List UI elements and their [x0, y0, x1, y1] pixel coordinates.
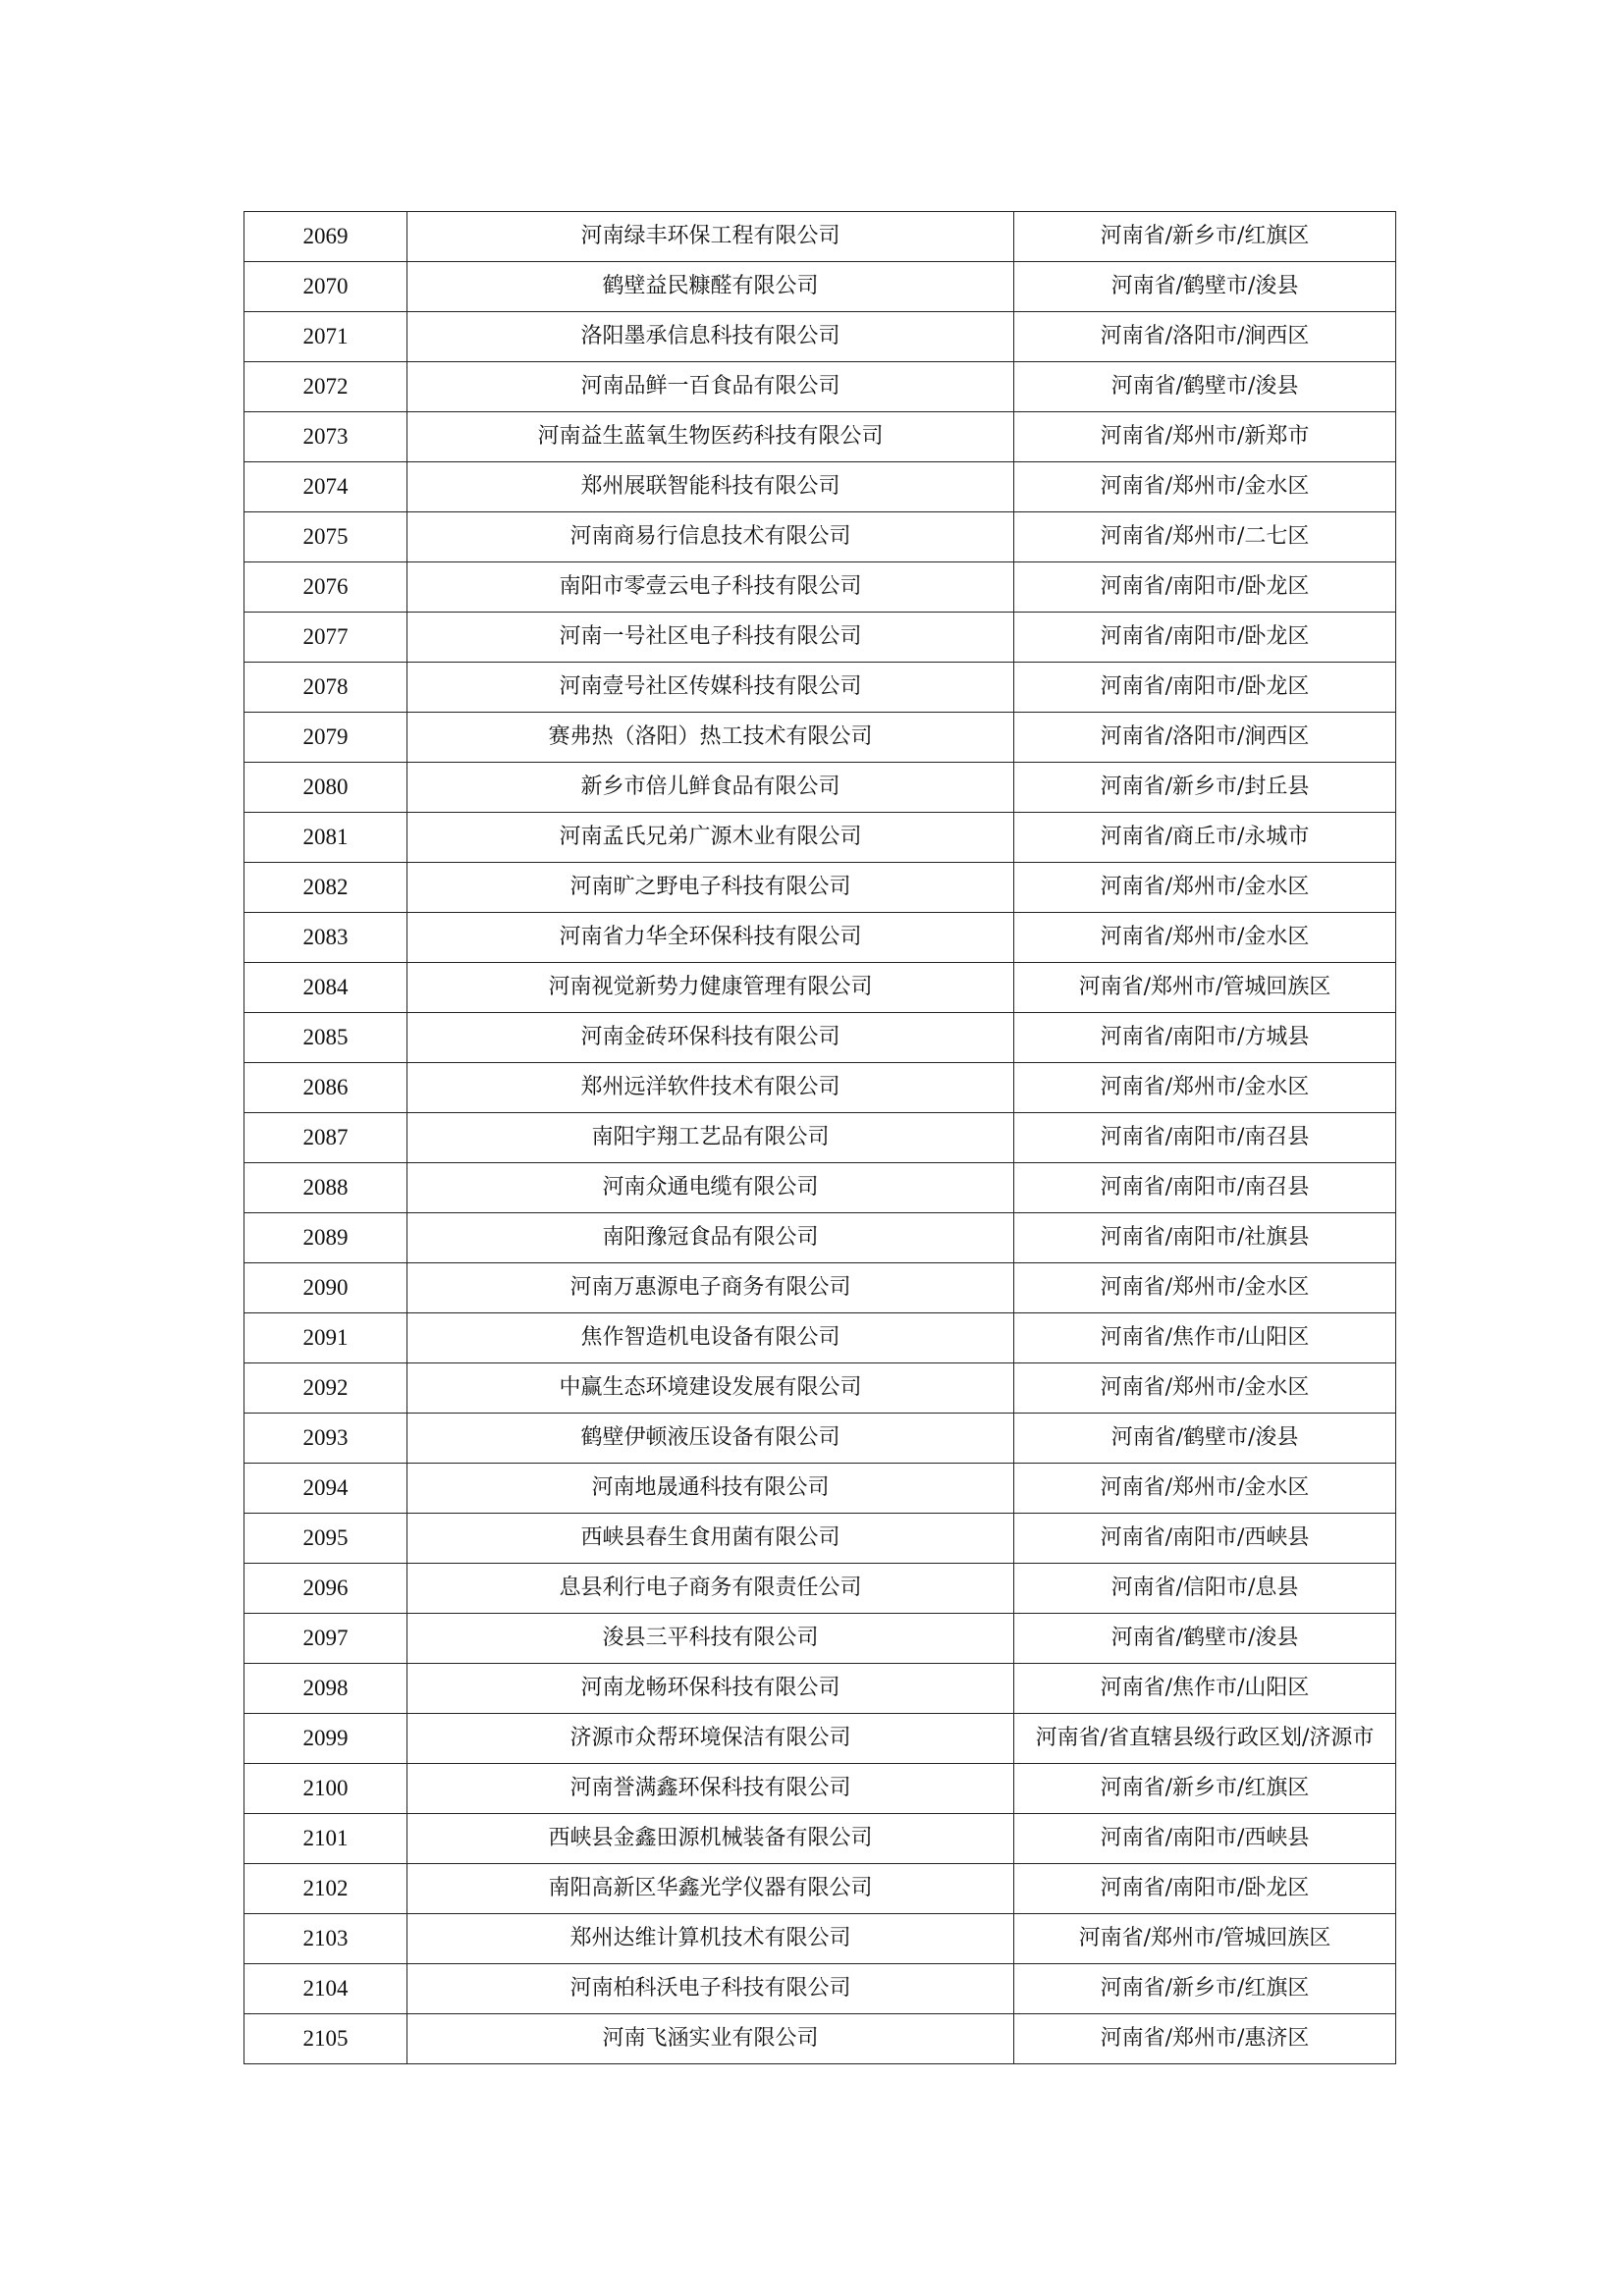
table-row [244, 763, 1396, 813]
company-location: 河南省/郑州市/金水区 [1014, 1363, 1396, 1414]
row-number: 2098 [244, 1664, 407, 1714]
company-name: 河南孟氏兄弟广源木业有限公司 [407, 813, 1014, 863]
company-location: 河南省/南阳市/卧龙区 [1014, 663, 1396, 713]
company-location: 河南省/郑州市/二七区 [1014, 512, 1396, 562]
table-row [244, 1313, 1396, 1363]
row-number: 2077 [244, 613, 407, 663]
table-row [244, 913, 1396, 963]
table-row [244, 212, 1396, 262]
company-name: 郑州展联智能科技有限公司 [407, 462, 1014, 512]
company-name: 河南视觉新势力健康管理有限公司 [407, 963, 1014, 1013]
company-name: 南阳市零壹云电子科技有限公司 [407, 562, 1014, 613]
table-row [244, 613, 1396, 663]
company-location: 河南省/郑州市/新郑市 [1014, 412, 1396, 462]
company-name: 息县利行电子商务有限责任公司 [407, 1564, 1014, 1614]
company-name: 河南誉满鑫环保科技有限公司 [407, 1764, 1014, 1814]
table-row [244, 713, 1396, 763]
row-number: 2076 [244, 562, 407, 613]
company-name: 河南商易行信息技术有限公司 [407, 512, 1014, 562]
row-number: 2072 [244, 362, 407, 412]
company-location: 河南省/郑州市/金水区 [1014, 1063, 1396, 1113]
company-registry-table [244, 211, 1396, 2064]
table-body [244, 212, 1396, 2064]
company-name: 西峡县金鑫田源机械装备有限公司 [407, 1814, 1014, 1864]
company-name: 赛弗热（洛阳）热工技术有限公司 [407, 713, 1014, 763]
table-row [244, 1013, 1396, 1063]
company-location: 河南省/新乡市/红旗区 [1014, 1764, 1396, 1814]
company-name: 河南一号社区电子科技有限公司 [407, 613, 1014, 663]
table-row [244, 1213, 1396, 1263]
company-name: 河南万惠源电子商务有限公司 [407, 1263, 1014, 1313]
company-location: 河南省/鹤壁市/浚县 [1014, 262, 1396, 312]
row-number: 2094 [244, 1464, 407, 1514]
row-number: 2089 [244, 1213, 407, 1263]
company-location: 河南省/郑州市/金水区 [1014, 1464, 1396, 1514]
row-number: 2103 [244, 1914, 407, 1964]
table-row [244, 1464, 1396, 1514]
company-name: 鹤壁伊顿液压设备有限公司 [407, 1414, 1014, 1464]
table-row [244, 813, 1396, 863]
company-name: 河南益生蓝氧生物医药科技有限公司 [407, 412, 1014, 462]
table-row [244, 1864, 1396, 1914]
table-row [244, 1914, 1396, 1964]
company-location: 河南省/南阳市/社旗县 [1014, 1213, 1396, 1263]
company-name: 河南柏科沃电子科技有限公司 [407, 1964, 1014, 2014]
company-location: 河南省/鹤壁市/浚县 [1014, 362, 1396, 412]
row-number: 2084 [244, 963, 407, 1013]
row-number: 2091 [244, 1313, 407, 1363]
company-location: 河南省/南阳市/南召县 [1014, 1163, 1396, 1213]
company-name: 河南旷之野电子科技有限公司 [407, 863, 1014, 913]
company-name: 浚县三平科技有限公司 [407, 1614, 1014, 1664]
company-name: 河南壹号社区传媒科技有限公司 [407, 663, 1014, 713]
company-name: 南阳豫冠食品有限公司 [407, 1213, 1014, 1263]
table-row [244, 312, 1396, 362]
table-row [244, 1363, 1396, 1414]
table-row [244, 1664, 1396, 1714]
company-location: 河南省/洛阳市/涧西区 [1014, 713, 1396, 763]
company-location: 河南省/信阳市/息县 [1014, 1564, 1396, 1614]
table-row [244, 1514, 1396, 1564]
row-number: 2102 [244, 1864, 407, 1914]
table-row [244, 1714, 1396, 1764]
row-number: 2086 [244, 1063, 407, 1113]
company-name: 鹤壁益民糠醛有限公司 [407, 262, 1014, 312]
row-number: 2082 [244, 863, 407, 913]
company-location: 河南省/南阳市/卧龙区 [1014, 562, 1396, 613]
table-row [244, 362, 1396, 412]
row-number: 2096 [244, 1564, 407, 1614]
company-name: 南阳高新区华鑫光学仪器有限公司 [407, 1864, 1014, 1914]
company-location: 河南省/焦作市/山阳区 [1014, 1313, 1396, 1363]
company-name: 河南飞涵实业有限公司 [407, 2014, 1014, 2064]
company-location: 河南省/南阳市/西峡县 [1014, 1814, 1396, 1864]
table-row [244, 462, 1396, 512]
row-number: 2069 [244, 212, 407, 262]
company-name: 河南地晟通科技有限公司 [407, 1464, 1014, 1514]
company-location: 河南省/郑州市/管城回族区 [1014, 963, 1396, 1013]
company-location: 河南省/新乡市/红旗区 [1014, 1964, 1396, 2014]
table-row [244, 512, 1396, 562]
company-name: 河南众通电缆有限公司 [407, 1163, 1014, 1213]
row-number: 2071 [244, 312, 407, 362]
row-number: 2080 [244, 763, 407, 813]
table-row [244, 1814, 1396, 1864]
row-number: 2087 [244, 1113, 407, 1163]
table-row [244, 2014, 1396, 2064]
table-row [244, 963, 1396, 1013]
row-number: 2099 [244, 1714, 407, 1764]
row-number: 2070 [244, 262, 407, 312]
company-name: 焦作智造机电设备有限公司 [407, 1313, 1014, 1363]
company-name: 中赢生态环境建设发展有限公司 [407, 1363, 1014, 1414]
company-location: 河南省/郑州市/金水区 [1014, 1263, 1396, 1313]
row-number: 2079 [244, 713, 407, 763]
company-name: 河南龙畅环保科技有限公司 [407, 1664, 1014, 1714]
row-number: 2090 [244, 1263, 407, 1313]
company-location: 河南省/郑州市/金水区 [1014, 462, 1396, 512]
row-number: 2093 [244, 1414, 407, 1464]
company-location: 河南省/郑州市/金水区 [1014, 863, 1396, 913]
company-location: 河南省/新乡市/红旗区 [1014, 212, 1396, 262]
table-row [244, 863, 1396, 913]
company-location: 河南省/鹤壁市/浚县 [1014, 1414, 1396, 1464]
table-row [244, 1964, 1396, 2014]
row-number: 2085 [244, 1013, 407, 1063]
company-location: 河南省/南阳市/西峡县 [1014, 1514, 1396, 1564]
row-number: 2073 [244, 412, 407, 462]
row-number: 2074 [244, 462, 407, 512]
company-location: 河南省/郑州市/惠济区 [1014, 2014, 1396, 2064]
table-row [244, 1063, 1396, 1113]
row-number: 2092 [244, 1363, 407, 1414]
table-row [244, 412, 1396, 462]
table-row [244, 1163, 1396, 1213]
company-location: 河南省/洛阳市/涧西区 [1014, 312, 1396, 362]
table-row [244, 1414, 1396, 1464]
company-name: 郑州远洋软件技术有限公司 [407, 1063, 1014, 1113]
row-number: 2101 [244, 1814, 407, 1864]
table-row [244, 1564, 1396, 1614]
table-row [244, 1263, 1396, 1313]
row-number: 2088 [244, 1163, 407, 1213]
row-number: 2078 [244, 663, 407, 713]
company-location: 河南省/南阳市/南召县 [1014, 1113, 1396, 1163]
row-number: 2097 [244, 1614, 407, 1664]
company-location: 河南省/新乡市/封丘县 [1014, 763, 1396, 813]
row-number: 2104 [244, 1964, 407, 2014]
row-number: 2075 [244, 512, 407, 562]
company-name: 洛阳墨承信息科技有限公司 [407, 312, 1014, 362]
table-row [244, 562, 1396, 613]
company-name: 济源市众帮环境保洁有限公司 [407, 1714, 1014, 1764]
company-location: 河南省/南阳市/卧龙区 [1014, 613, 1396, 663]
company-name: 河南金砖环保科技有限公司 [407, 1013, 1014, 1063]
company-name: 新乡市倍儿鲜食品有限公司 [407, 763, 1014, 813]
row-number: 2105 [244, 2014, 407, 2064]
company-location: 河南省/鹤壁市/浚县 [1014, 1614, 1396, 1664]
company-name: 河南省力华全环保科技有限公司 [407, 913, 1014, 963]
row-number: 2095 [244, 1514, 407, 1564]
table-row [244, 262, 1396, 312]
table-row [244, 1113, 1396, 1163]
table-row [244, 1614, 1396, 1664]
table-row [244, 1764, 1396, 1814]
company-name: 西峡县春生食用菌有限公司 [407, 1514, 1014, 1564]
company-location: 河南省/焦作市/山阳区 [1014, 1664, 1396, 1714]
company-name: 河南品鲜一百食品有限公司 [407, 362, 1014, 412]
company-location: 河南省/郑州市/管城回族区 [1014, 1914, 1396, 1964]
company-name: 南阳宇翔工艺品有限公司 [407, 1113, 1014, 1163]
company-name: 河南绿丰环保工程有限公司 [407, 212, 1014, 262]
company-location: 河南省/南阳市/方城县 [1014, 1013, 1396, 1063]
company-location: 河南省/省直辖县级行政区划/济源市 [1014, 1714, 1396, 1764]
company-location: 河南省/郑州市/金水区 [1014, 913, 1396, 963]
company-location: 河南省/南阳市/卧龙区 [1014, 1864, 1396, 1914]
row-number: 2100 [244, 1764, 407, 1814]
row-number: 2081 [244, 813, 407, 863]
company-location: 河南省/商丘市/永城市 [1014, 813, 1396, 863]
table-row [244, 663, 1396, 713]
company-name: 郑州达维计算机技术有限公司 [407, 1914, 1014, 1964]
row-number: 2083 [244, 913, 407, 963]
